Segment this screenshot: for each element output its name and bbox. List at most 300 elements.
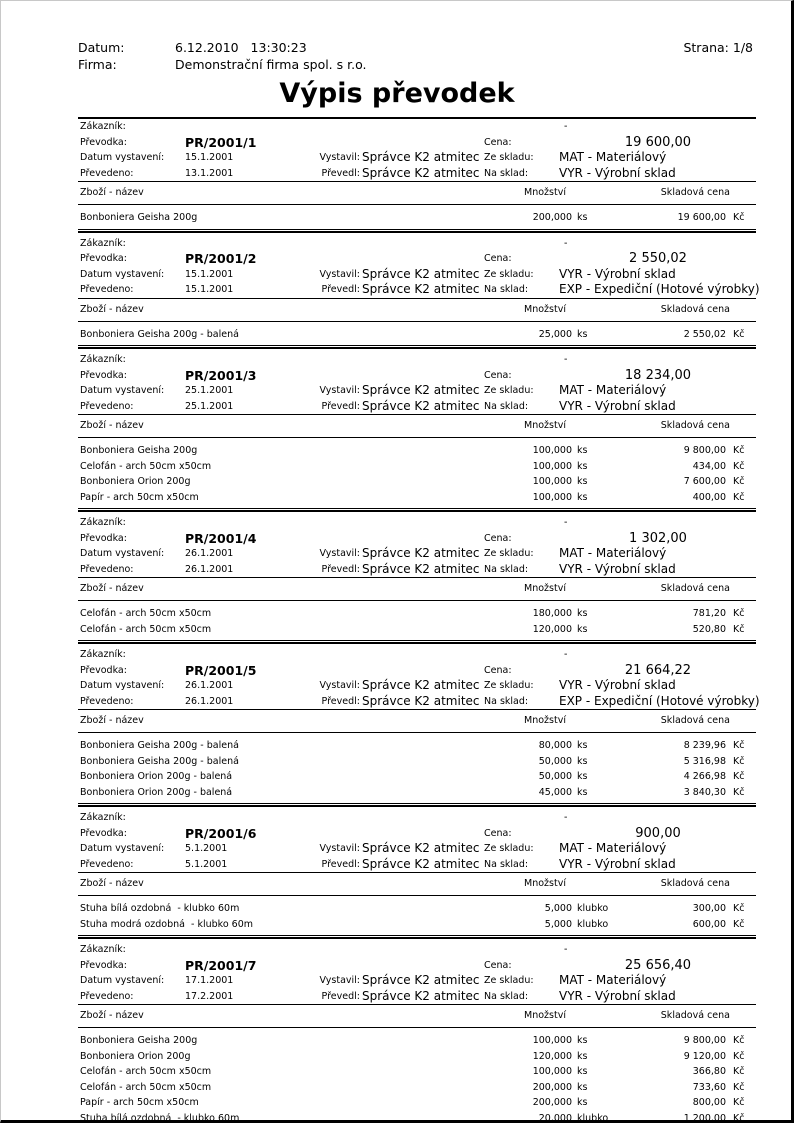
item-unit: ks (577, 474, 587, 490)
item-cost: 8 239,96 (684, 738, 726, 754)
issued-row (78, 973, 756, 989)
item-name: Papír - arch 50cm x50cm (80, 490, 199, 506)
transferred-by-label: Převedl: (322, 562, 360, 578)
item-unit: klubko (577, 917, 608, 933)
transferred-row (78, 694, 756, 710)
issued-label: Datum vystavení: (80, 383, 164, 399)
item-row (78, 1033, 756, 1049)
item-unit: ks (577, 785, 587, 801)
to-store-value: VYR - Výrobní sklad (559, 857, 676, 873)
transfer-label: Převodka: (80, 368, 127, 384)
issued-by-value: Správce K2 atmitec (362, 546, 480, 562)
issued-date: 26.1.2001 (185, 546, 233, 562)
items-header (78, 709, 756, 732)
item-quantity: 80,000 (539, 738, 572, 754)
customer-value: - (564, 515, 567, 531)
item-currency: Kč (733, 474, 744, 490)
transferred-by-value: Správce K2 atmitec (362, 282, 480, 298)
item-currency: Kč (733, 327, 744, 343)
to-store-label: Na sklad: (484, 857, 528, 873)
item-quantity: 100,000 (533, 1033, 572, 1049)
item-name: Stuha modrá ozdobná - klubko 60m (80, 917, 253, 933)
page-number: Strana: 1/8 (683, 40, 753, 55)
transferred-by-value: Správce K2 atmitec (362, 694, 480, 710)
column-goods: Zboží - název (80, 418, 144, 434)
column-goods: Zboží - název (80, 876, 144, 892)
item-quantity: 100,000 (533, 443, 572, 459)
item-quantity: 180,000 (533, 606, 572, 622)
item-currency: Kč (733, 459, 744, 475)
item-currency: Kč (733, 917, 744, 933)
transfer-record (78, 236, 756, 350)
column-quantity: Množství (524, 581, 566, 597)
item-currency: Kč (733, 738, 744, 754)
transfer-label: Převodka: (80, 251, 127, 267)
transfer-label: Převodka: (80, 663, 127, 679)
transferred-row (78, 989, 756, 1005)
price-label: Cena: (484, 958, 512, 974)
transfer-label: Převodka: (80, 826, 127, 842)
to-store-value: VYR - Výrobní sklad (559, 166, 676, 182)
issued-label: Datum vystavení: (80, 267, 164, 283)
item-cost: 600,00 (693, 917, 726, 933)
item-currency: Kč (733, 622, 744, 638)
transfer-row (78, 663, 756, 679)
price-value: 19 600,00 (564, 135, 752, 151)
item-unit: ks (577, 754, 587, 770)
item-cost: 9 120,00 (684, 1049, 726, 1065)
item-quantity: 200,000 (533, 1095, 572, 1111)
transferred-label: Převedeno: (80, 694, 133, 710)
issued-by-label: Vystavil: (320, 973, 360, 989)
item-currency: Kč (733, 901, 744, 917)
item-cost: 1 200,00 (684, 1111, 726, 1126)
transferred-by-value: Správce K2 atmitec (362, 989, 480, 1005)
item-quantity: 100,000 (533, 474, 572, 490)
items-header (78, 181, 756, 204)
transferred-date: 17.2.2001 (185, 989, 233, 1005)
transferred-date: 5.1.2001 (185, 857, 227, 873)
item-row (78, 1095, 756, 1111)
customer-value: - (564, 236, 567, 252)
item-row (78, 754, 756, 770)
transferred-row (78, 399, 756, 415)
item-unit: ks (577, 210, 587, 226)
from-store-value: MAT - Materiálový (559, 973, 666, 989)
item-quantity: 5,000 (545, 901, 572, 917)
firm-value: Demonstrační firma spol. s r.o. (175, 57, 367, 72)
item-unit: ks (577, 1080, 587, 1096)
transfer-record (78, 942, 756, 1126)
item-currency: Kč (733, 490, 744, 506)
item-cost: 366,80 (693, 1064, 726, 1080)
customer-label: Zákazník: (80, 647, 126, 663)
item-cost: 9 800,00 (684, 1033, 726, 1049)
item-currency: Kč (733, 1095, 744, 1111)
item-name: Celofán - arch 50cm x50cm (80, 622, 211, 638)
transfer-row (78, 531, 756, 547)
transfer-label: Převodka: (80, 958, 127, 974)
item-unit: ks (577, 1064, 587, 1080)
item-unit: ks (577, 443, 587, 459)
item-name: Celofán - arch 50cm x50cm (80, 606, 211, 622)
price-label: Cena: (484, 135, 512, 151)
issued-row (78, 267, 756, 283)
column-goods: Zboží - název (80, 713, 144, 729)
issued-date: 15.1.2001 (185, 267, 233, 283)
transferred-row (78, 857, 756, 873)
column-goods: Zboží - název (80, 185, 144, 201)
column-goods: Zboží - název (80, 1008, 144, 1024)
transferred-row (78, 562, 756, 578)
issued-label: Datum vystavení: (80, 546, 164, 562)
issued-by-label: Vystavil: (320, 546, 360, 562)
transferred-label: Převedeno: (80, 282, 133, 298)
item-unit: ks (577, 738, 587, 754)
transferred-by-label: Převedl: (322, 857, 360, 873)
item-currency: Kč (733, 1064, 744, 1080)
issued-by-label: Vystavil: (320, 383, 360, 399)
from-store-value: MAT - Materiálový (559, 841, 666, 857)
customer-label: Zákazník: (80, 352, 126, 368)
transfer-number: PR/2001/1 (185, 135, 256, 151)
customer-label: Zákazník: (80, 810, 126, 826)
issued-by-label: Vystavil: (320, 267, 360, 283)
item-cost: 520,80 (693, 622, 726, 638)
firm-label: Firma: (78, 57, 117, 72)
from-store-value: MAT - Materiálový (559, 150, 666, 166)
item-unit: klubko (577, 901, 608, 917)
record-end-line (78, 803, 756, 807)
item-cost: 5 316,98 (684, 754, 726, 770)
item-row (78, 769, 756, 785)
customer-row (78, 352, 756, 368)
transferred-by-label: Převedl: (322, 166, 360, 182)
customer-label: Zákazník: (80, 236, 126, 252)
item-name: Bonboniera Orion 200g - balená (80, 785, 232, 801)
customer-row (78, 119, 756, 135)
date-label: Datum: (78, 40, 125, 55)
item-cost: 3 840,30 (684, 785, 726, 801)
item-currency: Kč (733, 210, 744, 226)
items-header (78, 577, 756, 600)
column-quantity: Množství (524, 418, 566, 434)
item-name: Bonboniera Geisha 200g (80, 443, 197, 459)
from-store-label: Ze skladu: (484, 383, 534, 399)
item-name: Bonboniera Geisha 200g - balená (80, 754, 239, 770)
item-cost: 300,00 (693, 901, 726, 917)
column-quantity: Množství (524, 713, 566, 729)
transferred-label: Převedeno: (80, 989, 133, 1005)
transferred-by-value: Správce K2 atmitec (362, 857, 480, 873)
item-cost: 733,60 (693, 1080, 726, 1096)
item-unit: ks (577, 769, 587, 785)
item-unit: ks (577, 606, 587, 622)
item-name: Bonboniera Orion 200g (80, 474, 190, 490)
price-value: 1 302,00 (564, 531, 752, 547)
transfer-row (78, 368, 756, 384)
transferred-by-label: Převedl: (322, 282, 360, 298)
item-quantity: 100,000 (533, 490, 572, 506)
item-currency: Kč (733, 769, 744, 785)
price-label: Cena: (484, 826, 512, 842)
item-unit: ks (577, 1033, 587, 1049)
customer-row (78, 236, 756, 252)
issued-by-label: Vystavil: (320, 841, 360, 857)
item-row (78, 738, 756, 754)
from-store-value: MAT - Materiálový (559, 546, 666, 562)
item-unit: klubko (577, 1111, 608, 1126)
column-cost: Skladová cena (661, 418, 730, 434)
item-name: Bonboniera Geisha 200g - balená (80, 738, 239, 754)
item-unit: ks (577, 490, 587, 506)
item-name: Bonboniera Orion 200g - balená (80, 769, 232, 785)
items-header (78, 1004, 756, 1027)
item-row (78, 622, 756, 638)
item-quantity: 5,000 (545, 917, 572, 933)
customer-value: - (564, 810, 567, 826)
price-value: 18 234,00 (564, 368, 752, 384)
issued-by-value: Správce K2 atmitec (362, 383, 480, 399)
item-name: Bonboniera Geisha 200g (80, 210, 197, 226)
transfer-list (78, 117, 756, 1126)
customer-label: Zákazník: (80, 119, 126, 135)
item-currency: Kč (733, 1033, 744, 1049)
item-quantity: 120,000 (533, 1049, 572, 1065)
item-row (78, 474, 756, 490)
customer-label: Zákazník: (80, 515, 126, 531)
transferred-label: Převedeno: (80, 562, 133, 578)
to-store-value: VYR - Výrobní sklad (559, 399, 676, 415)
customer-row (78, 942, 756, 958)
transfer-row (78, 958, 756, 974)
item-row (78, 490, 756, 506)
transfer-record (78, 515, 756, 644)
transfer-record (78, 810, 756, 939)
from-store-label: Ze skladu: (484, 841, 534, 857)
transfer-number: PR/2001/5 (185, 663, 256, 679)
to-store-value: EXP - Expediční (Hotové výrobky) (559, 694, 760, 710)
transfer-record (78, 352, 756, 512)
item-cost: 4 266,98 (684, 769, 726, 785)
issued-by-value: Správce K2 atmitec (362, 150, 480, 166)
issued-label: Datum vystavení: (80, 678, 164, 694)
item-quantity: 200,000 (533, 1080, 572, 1096)
item-cost: 9 800,00 (684, 443, 726, 459)
issued-label: Datum vystavení: (80, 973, 164, 989)
transferred-by-value: Správce K2 atmitec (362, 399, 480, 415)
item-row (78, 1080, 756, 1096)
item-name: Celofán - arch 50cm x50cm (80, 459, 211, 475)
item-currency: Kč (733, 443, 744, 459)
to-store-label: Na sklad: (484, 562, 528, 578)
items-header (78, 298, 756, 321)
transferred-row (78, 282, 756, 298)
item-currency: Kč (733, 754, 744, 770)
item-row (78, 210, 756, 226)
transfer-label: Převodka: (80, 531, 127, 547)
item-currency: Kč (733, 1080, 744, 1096)
transfer-number: PR/2001/3 (185, 368, 256, 384)
item-quantity: 120,000 (533, 622, 572, 638)
item-cost: 7 600,00 (684, 474, 726, 490)
column-quantity: Množství (524, 1008, 566, 1024)
from-store-value: VYR - Výrobní sklad (559, 267, 676, 283)
item-row (78, 785, 756, 801)
price-label: Cena: (484, 368, 512, 384)
issued-date: 15.1.2001 (185, 150, 233, 166)
customer-value: - (564, 942, 567, 958)
price-value: 25 656,40 (564, 958, 752, 974)
transfer-row (78, 826, 756, 842)
to-store-label: Na sklad: (484, 399, 528, 415)
transferred-date: 15.1.2001 (185, 282, 233, 298)
date-value: 6.12.2010 13:30:23 (175, 40, 307, 55)
record-end-line (78, 508, 756, 512)
item-currency: Kč (733, 606, 744, 622)
issued-row (78, 841, 756, 857)
issued-row (78, 678, 756, 694)
item-row (78, 1049, 756, 1065)
transferred-label: Převedeno: (80, 399, 133, 415)
item-row (78, 606, 756, 622)
record-end-line (78, 640, 756, 644)
to-store-label: Na sklad: (484, 282, 528, 298)
from-store-label: Ze skladu: (484, 267, 534, 283)
record-end-line (78, 935, 756, 939)
column-cost: Skladová cena (661, 185, 730, 201)
item-cost: 434,00 (693, 459, 726, 475)
to-store-value: EXP - Expediční (Hotové výrobky) (559, 282, 760, 298)
column-goods: Zboží - název (80, 581, 144, 597)
transferred-date: 25.1.2001 (185, 399, 233, 415)
item-cost: 781,20 (693, 606, 726, 622)
price-value: 2 550,02 (564, 251, 752, 267)
transferred-date: 13.1.2001 (185, 166, 233, 182)
item-quantity: 100,000 (533, 1064, 572, 1080)
transferred-date: 26.1.2001 (185, 562, 233, 578)
transfer-number: PR/2001/4 (185, 531, 256, 547)
issued-by-label: Vystavil: (320, 150, 360, 166)
issued-date: 17.1.2001 (185, 973, 233, 989)
issued-date: 26.1.2001 (185, 678, 233, 694)
from-store-value: VYR - Výrobní sklad (559, 678, 676, 694)
item-row (78, 327, 756, 343)
transferred-by-label: Převedl: (322, 399, 360, 415)
customer-row (78, 647, 756, 663)
item-currency: Kč (733, 1049, 744, 1065)
issued-by-value: Správce K2 atmitec (362, 841, 480, 857)
column-cost: Skladová cena (661, 1008, 730, 1024)
price-value: 21 664,22 (564, 663, 752, 679)
item-name: Stuha bílá ozdobná - klubko 60m (80, 901, 239, 917)
item-name: Celofán - arch 50cm x50cm (80, 1080, 211, 1096)
column-quantity: Množství (524, 185, 566, 201)
customer-label: Zákazník: (80, 942, 126, 958)
transferred-by-label: Převedl: (322, 694, 360, 710)
transfer-row (78, 251, 756, 267)
item-row (78, 901, 756, 917)
item-unit: ks (577, 459, 587, 475)
transfer-number: PR/2001/7 (185, 958, 256, 974)
item-quantity: 45,000 (539, 785, 572, 801)
issued-by-value: Správce K2 atmitec (362, 678, 480, 694)
transferred-by-value: Správce K2 atmitec (362, 166, 480, 182)
item-quantity: 20,000 (539, 1111, 572, 1126)
customer-value: - (564, 119, 567, 135)
to-store-label: Na sklad: (484, 166, 528, 182)
from-store-value: MAT - Materiálový (559, 383, 666, 399)
item-currency: Kč (733, 1111, 744, 1126)
item-unit: ks (577, 327, 587, 343)
transfer-number: PR/2001/6 (185, 826, 256, 842)
price-label: Cena: (484, 251, 512, 267)
to-store-label: Na sklad: (484, 989, 528, 1005)
item-name: Celofán - arch 50cm x50cm (80, 1064, 211, 1080)
customer-row (78, 515, 756, 531)
column-cost: Skladová cena (661, 713, 730, 729)
item-unit: ks (577, 1095, 587, 1111)
transferred-date: 26.1.2001 (185, 694, 233, 710)
item-row (78, 917, 756, 933)
price-label: Cena: (484, 531, 512, 547)
transfer-record (78, 117, 756, 233)
transfer-number: PR/2001/2 (185, 251, 256, 267)
item-quantity: 100,000 (533, 459, 572, 475)
issued-date: 5.1.2001 (185, 841, 227, 857)
to-store-value: VYR - Výrobní sklad (559, 562, 676, 578)
record-end-line (78, 229, 756, 233)
item-row (78, 1111, 756, 1126)
item-quantity: 50,000 (539, 754, 572, 770)
column-quantity: Množství (524, 876, 566, 892)
from-store-label: Ze skladu: (484, 150, 534, 166)
to-store-value: VYR - Výrobní sklad (559, 989, 676, 1005)
transferred-by-value: Správce K2 atmitec (362, 562, 480, 578)
item-cost: 400,00 (693, 490, 726, 506)
transferred-label: Převedeno: (80, 166, 133, 182)
issued-label: Datum vystavení: (80, 841, 164, 857)
item-name: Stuha bílá ozdobná - klubko 60m (80, 1111, 239, 1126)
customer-value: - (564, 352, 567, 368)
issued-row (78, 546, 756, 562)
from-store-label: Ze skladu: (484, 973, 534, 989)
issued-by-value: Správce K2 atmitec (362, 973, 480, 989)
column-cost: Skladová cena (661, 581, 730, 597)
item-cost: 19 600,00 (678, 210, 726, 226)
customer-value: - (564, 647, 567, 663)
item-currency: Kč (733, 785, 744, 801)
item-name: Papír - arch 50cm x50cm (80, 1095, 199, 1111)
page-title: Výpis převodek (0, 78, 794, 109)
transferred-by-label: Převedl: (322, 989, 360, 1005)
item-cost: 800,00 (693, 1095, 726, 1111)
issued-by-label: Vystavil: (320, 678, 360, 694)
from-store-label: Ze skladu: (484, 678, 534, 694)
item-name: Bonboniera Geisha 200g - balená (80, 327, 239, 343)
item-cost: 2 550,02 (684, 327, 726, 343)
transferred-row (78, 166, 756, 182)
item-quantity: 200,000 (533, 210, 572, 226)
item-name: Bonboniera Orion 200g (80, 1049, 190, 1065)
item-row (78, 1064, 756, 1080)
to-store-label: Na sklad: (484, 694, 528, 710)
record-end-line (78, 345, 756, 349)
item-row (78, 459, 756, 475)
issued-label: Datum vystavení: (80, 150, 164, 166)
items-header (78, 872, 756, 895)
transfer-label: Převodka: (80, 135, 127, 151)
